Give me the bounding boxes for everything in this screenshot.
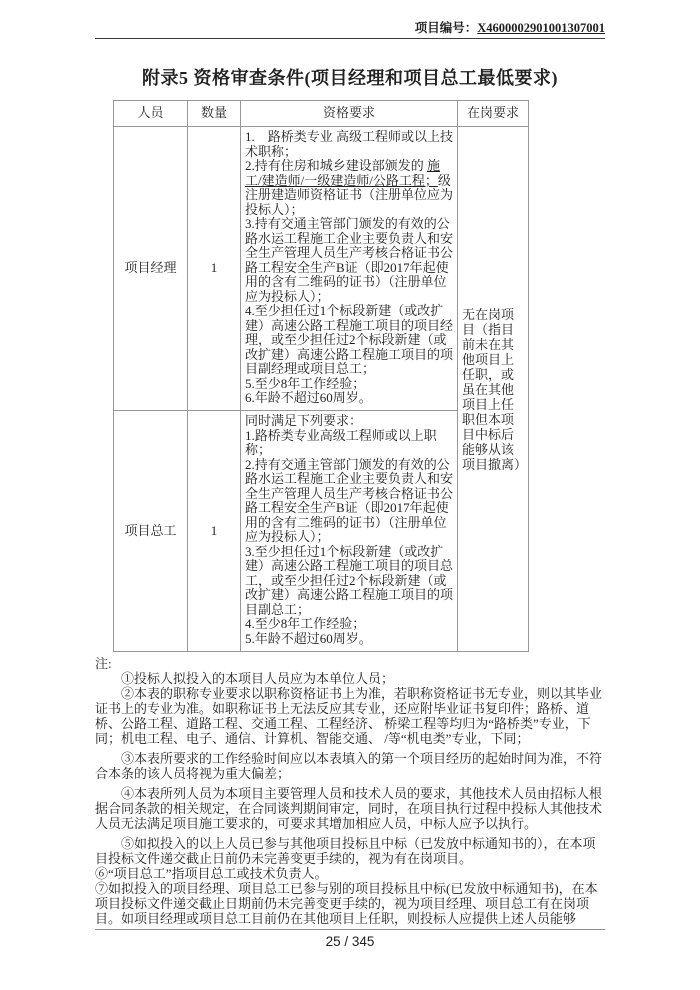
requirement-item: 3.持有交通主管部门颁发的有效的公路水运工程施工企业主要负责人和安全生产管理人员生产考核合格证书公路工程安全生产B证（即2017年起使用的含有二维码的证书）（注册单位应为投标人）； [245,216,454,304]
requirement-item: 4.至少8年工作经验； [245,616,366,631]
project-number-value: X4600002901001307001 [477,21,605,35]
requirement-item: 3.至少担任过1个标段新建（或改扩建）高速公路工程施工项目的项目总工，或至少担任过2个标段新建（或改扩建）高速公路工程施工项目的项目副总工； [245,543,454,617]
requirement-item: 2.持有交通主管部门颁发的有效的公路水运工程施工企业主要负责人和安全生产管理人员生产考核合格证书公路工程安全生产B证（即2017年起使用的含有二维码的证书）（注册单位应为投标人）； [245,456,454,544]
requirement-item [245,159,453,217]
column-header-personnel: 人员 [114,101,188,127]
note-item: ①投标人拟投入的本项目人员应为本单位人员； [121,671,395,686]
page-footer [95,929,605,949]
column-header-quantity: 数量 [188,101,241,127]
project-number-label: 项目编号： [414,21,478,35]
text-segment: 级注册建造师资格证书（注册单位应为投标人）； [245,172,454,217]
document-header [95,20,605,39]
note-item: ③本表所要求的工作经验时间应以本表填入的第一个项目经历的起始时间为准，不符合本条的该人员将视为重大偏差； [95,751,603,781]
requirements-list [245,429,453,647]
note-item: ②本表的职称专业要求以职称资格证书上为准，若职称资格证书无专业，则以其毕业证书上的专业为准。如职称证书上无法反应其专业，还应附毕业证书复印件；路桥、道桥、公路工程、道路工程、交通工程、工程经济、 桥梁工程等均归为“路桥类”专业，下同；机电工程、电子、通信、计算机、智能交通、 /等“机电类”专业，下同； [95,686,603,746]
text-segment: 2.持有住房和城乡建设部颁发的 [245,158,428,173]
note-item: ⑥“项目总工”指项目总工或技术负责人。 [95,866,328,881]
requirement-item: 5.至少8年工作经验； [245,375,366,391]
requirement-item: 4.至少担任过1个标段新建（或改扩建）高速公路工程施工项目的项目经理，或至少担任过2个标段新建（或改扩建）高速公路工程施工项目的项目副经理或项目总工； [245,303,454,376]
requirement-item: 6.年龄不超过60周岁。 [245,390,372,405]
column-header-qualification: 资格要求 [241,101,458,127]
requirements-intro: 同时满足下列要求： [245,413,363,428]
page-number: 25 / 345 [325,934,375,949]
quantity-cell: 1 [188,411,241,652]
requirement-item: 5.年龄不超过60周岁。 [245,630,372,646]
note-item: ④本表所列人员为本项目主要管理人员和技术人员的要求，其他技术人员由招标人根据合同条款的相关规定，在合同谈判期间审定，同时，在项目执行过程中投标人其他技术人员无法满足项目施工要求的，可要求其增加相应人员，中标人应予以执行。 [95,786,603,831]
onduty-requirement-cell: 无在岗项目（指目前未在其他项目上任职，或虽在其他项目上任职但本项目中标后能够从该项目撤离） [458,127,529,652]
requirement-item: 1.路桥类专业高级工程师或以上职称； [245,427,437,457]
role-cell: 项目经理 [114,127,188,411]
note-item: ⑦如拟投入的项目经理、项目总工已参与别的项目投标且中标(已发放中标通知书)，在本项目投标文件递交截止日期前仍未完善变更手续的，视为项目经理、项目总工有在岗项目。如项目经理或项目总工目前仍在其他项目上任职，则投标人应提供上述人员能够 [95,881,598,926]
notes-section [95,656,605,926]
page-title: 附录5 资格审查条件(项目经理和项目总工最低要求) [142,68,558,88]
table-header-row [114,101,529,127]
notes-label: 注: [95,656,112,671]
role-cell: 项目总工 [114,411,188,652]
underlined-text: 施工/建造师/一级建造师/公路工程； [245,158,441,188]
table-row-project-manager [114,127,529,411]
qualification-table [113,100,529,652]
quantity-cell: 1 [188,127,241,411]
requirements-cell [241,411,458,652]
note-item: ⑤如拟投入的以上人员已参与其他项目投标且中标（已发放中标通知书的），在本项目投标文件递交截止日前仍未完善变更手续的，视为有在岗项目。 [95,836,596,866]
requirement-item: 1. 路桥类专业 高级工程师或以上技术职称； [245,129,454,159]
notes-list [95,671,605,926]
requirements-cell [241,127,458,411]
column-header-onduty: 在岗要求 [458,101,529,127]
